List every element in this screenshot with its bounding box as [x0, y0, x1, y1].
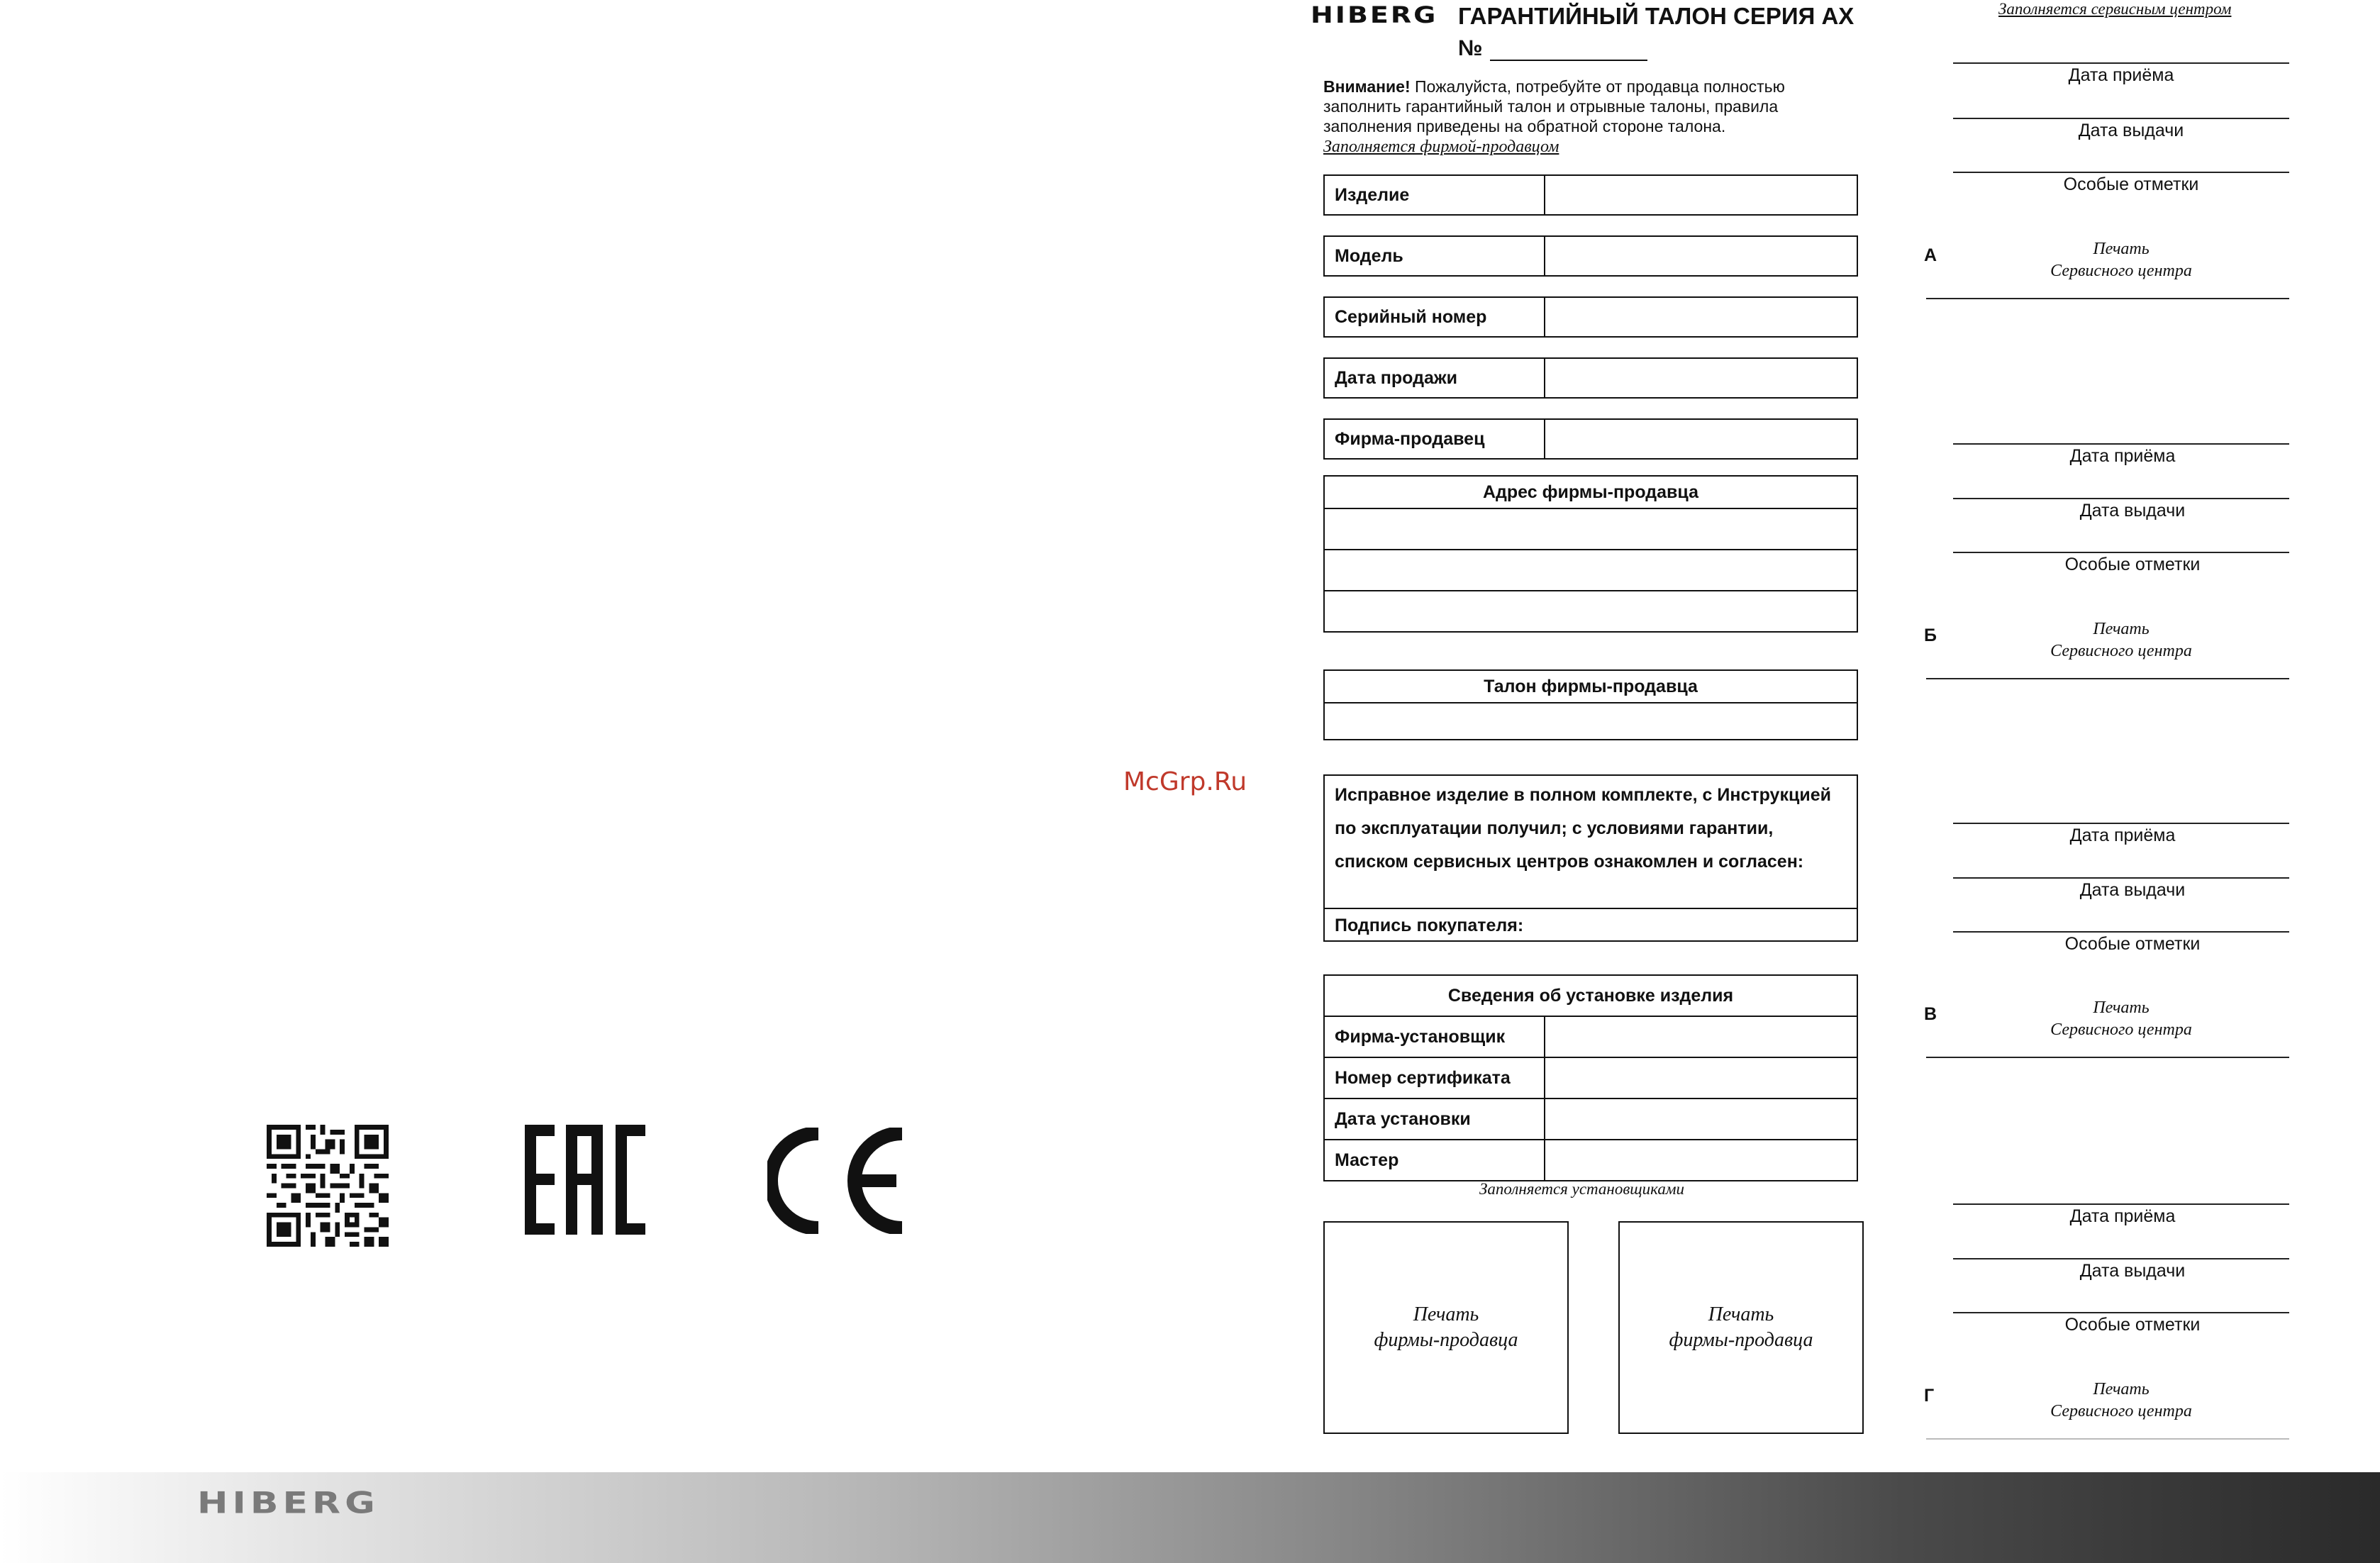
- field-label: Модель: [1325, 237, 1545, 275]
- attention-notice: [1323, 77, 1834, 157]
- coupon-c-line: [1953, 931, 2289, 933]
- coupon-b-line: [1953, 443, 2289, 445]
- coupon-a-issued[interactable]: Дата выдачи: [2078, 121, 2184, 140]
- stamp-line: Сервисного центра: [2050, 1402, 2192, 1420]
- install-label: Фирма-установщик: [1325, 1017, 1545, 1057]
- field-value[interactable]: [1545, 359, 1857, 397]
- field-label: Серийный номер: [1325, 298, 1545, 336]
- field-value[interactable]: [1545, 420, 1857, 458]
- stamp-line: Сервисного центра: [2050, 642, 2192, 660]
- field-product: [1323, 174, 1858, 216]
- stamp-line: Печать: [1708, 1303, 1774, 1325]
- coupon-b-received[interactable]: Дата приёма: [2069, 446, 2176, 466]
- stamp-line: Сервисного центра: [2050, 1020, 2192, 1039]
- qr-code: [267, 1125, 389, 1247]
- coupon-a-separator: [1926, 298, 2289, 299]
- stamp-line: Печать: [1413, 1303, 1479, 1325]
- install-row: [1325, 1017, 1857, 1058]
- stamp-line: Печать: [2093, 620, 2150, 638]
- seller-address-header: Адрес фирмы-продавца: [1325, 477, 1857, 509]
- coupon-a-line: [1953, 62, 2289, 64]
- watermark: McGrp.Ru: [1123, 767, 1247, 796]
- coupon-b-letter: Б: [1924, 625, 1937, 645]
- coupon-b-notes[interactable]: Особые отметки: [2064, 555, 2201, 574]
- coupon-c-stamp: [1997, 997, 2245, 1041]
- install-label: Дата установки: [1325, 1099, 1545, 1139]
- field-label: Изделие: [1325, 176, 1545, 214]
- coupon-d-stamp: [1997, 1379, 2245, 1423]
- coupon-c-separator: [1926, 1057, 2289, 1058]
- seller-stamp-box-1: [1323, 1221, 1569, 1434]
- coupon-d-line: [1953, 1312, 2289, 1313]
- coupon-b-stamp: [1997, 618, 2245, 662]
- install-value[interactable]: [1545, 1017, 1857, 1057]
- stamp-line: фирмы-продавца: [1374, 1329, 1518, 1351]
- coupon-d-notes[interactable]: Особые отметки: [2064, 1315, 2201, 1335]
- coupon-c-line: [1953, 823, 2289, 824]
- install-value[interactable]: [1545, 1099, 1857, 1139]
- coupon-c-issued[interactable]: Дата выдачи: [2079, 880, 2186, 900]
- field-seller: [1323, 418, 1858, 460]
- stamp-line: Сервисного центра: [2050, 262, 2192, 280]
- field-model: [1323, 235, 1858, 277]
- number-label: №: [1458, 35, 1483, 60]
- seller-stamp-box-2: [1618, 1221, 1864, 1434]
- stamp-line: фирмы-продавца: [1669, 1329, 1813, 1351]
- coupon-b-line: [1953, 552, 2289, 553]
- address-line[interactable]: [1325, 550, 1857, 591]
- coupon-a-notes[interactable]: Особые отметки: [2063, 174, 2199, 194]
- install-value[interactable]: [1545, 1140, 1857, 1180]
- coupon-b-issued[interactable]: Дата выдачи: [2079, 501, 2186, 521]
- stamp-line: Печать: [2093, 240, 2150, 258]
- seller-address-box: [1323, 475, 1858, 633]
- seller-fill-note: Заполняется фирмой-продавцом: [1323, 138, 1559, 156]
- coupon-b-separator: [1926, 678, 2289, 679]
- coupon-number: [1458, 35, 1647, 61]
- install-row: [1325, 1058, 1857, 1099]
- coupon-c-letter: В: [1924, 1004, 1937, 1024]
- coupon-d-line: [1953, 1203, 2289, 1205]
- coupon-a-stamp: [1997, 238, 2245, 282]
- footer-logo: HIBERG: [197, 1486, 379, 1520]
- address-line[interactable]: [1325, 509, 1857, 550]
- service-fill-note: Заполняется сервисным центром: [1998, 0, 2232, 18]
- install-row: [1325, 1140, 1857, 1180]
- buyer-signature[interactable]: Подпись покупателя:: [1335, 916, 1524, 935]
- coupon-d-line: [1953, 1258, 2289, 1259]
- field-value[interactable]: [1545, 176, 1857, 214]
- attention-text: Пожалуйста, потребуйте от продавца полностью заполнить гарантийный талон и отрывные талоны, правила заполнения приведены на обратной стороне талона.: [1323, 77, 1785, 135]
- seller-coupon-line[interactable]: [1325, 703, 1857, 739]
- installation-header: Сведения об установке изделия: [1325, 976, 1857, 1017]
- field-serial: [1323, 296, 1858, 338]
- ce-mark: [767, 1128, 909, 1234]
- install-row: [1325, 1099, 1857, 1140]
- coupon-c-line: [1953, 877, 2289, 879]
- coupon-d-separator: [1926, 1438, 2289, 1440]
- number-field[interactable]: [1490, 40, 1647, 61]
- install-label: Мастер: [1325, 1140, 1545, 1180]
- acknowledgement-text: Исправное изделие в полном комплекте, с Инструкцией по эксплуатации получил; с условиями гарантии, списком сервисных центров ознакомлен и согласен:: [1325, 776, 1857, 909]
- coupon-d-letter: Г: [1924, 1386, 1935, 1406]
- header-logo: HIBERG: [1311, 1, 1438, 28]
- coupon-a-letter: А: [1924, 245, 1937, 265]
- address-line[interactable]: [1325, 591, 1857, 631]
- field-label: Дата продажи: [1325, 359, 1545, 397]
- installation-box: [1323, 974, 1858, 1181]
- eac-mark: [523, 1125, 651, 1235]
- coupon-c-notes[interactable]: Особые отметки: [2064, 934, 2201, 954]
- coupon-b-line: [1953, 498, 2289, 499]
- installer-note: Заполняется установщиками: [1479, 1180, 1685, 1198]
- coupon-a-line: [1953, 118, 2289, 119]
- acknowledgement-box: [1323, 774, 1858, 942]
- field-label: Фирма-продавец: [1325, 420, 1545, 458]
- stamp-line: Печать: [2093, 999, 2150, 1017]
- stamp-line: Печать: [2093, 1380, 2150, 1398]
- coupon-a-line: [1953, 172, 2289, 173]
- coupon-d-issued[interactable]: Дата выдачи: [2079, 1261, 2186, 1281]
- seller-coupon-box: [1323, 669, 1858, 740]
- attention-bold: Внимание!: [1323, 77, 1411, 96]
- form-title: ГАРАНТИЙНЫЙ ТАЛОН СЕРИЯ AX: [1458, 3, 1854, 29]
- install-label: Номер сертификата: [1325, 1058, 1545, 1098]
- seller-coupon-header: Талон фирмы-продавца: [1325, 671, 1857, 703]
- coupon-a-received[interactable]: Дата приёма: [2068, 65, 2174, 85]
- field-value[interactable]: [1545, 237, 1857, 275]
- install-value[interactable]: [1545, 1058, 1857, 1098]
- field-sale-date: [1323, 357, 1858, 399]
- coupon-c-received[interactable]: Дата приёма: [2069, 825, 2176, 845]
- field-value[interactable]: [1545, 298, 1857, 336]
- coupon-d-received[interactable]: Дата приёма: [2069, 1206, 2176, 1226]
